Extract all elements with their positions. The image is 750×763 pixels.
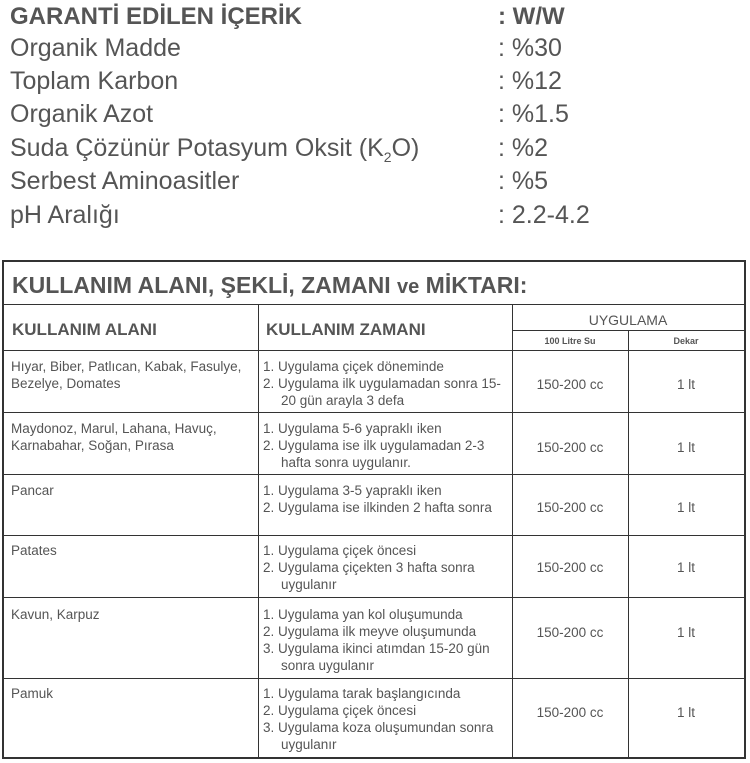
area-cell: Pamuk [11, 686, 54, 701]
divider [628, 330, 629, 759]
water-dose: 150-200 cc [536, 560, 604, 575]
time-cell: 1. Uygulama tarak başlangıcında 2. Uygulama çiçek öncesi 3. Uygulama koza oluşumundan sonra uygulanır [263, 686, 494, 752]
time-cell: 1. Uygulama yan kol oluşumunda 2. Uygulama ilk meyve oluşumunda 3. Uygulama ikinci atımdan 15-20 gün sonra uygulanır [263, 607, 490, 673]
decare-dose: 1 lt [676, 377, 695, 392]
divider [4, 350, 744, 351]
area-cell: Kavun, Karpuz [11, 607, 100, 622]
spec-label: Organik Madde [10, 34, 181, 62]
water-dose: 150-200 cc [536, 500, 604, 515]
area-cell: Pancar [11, 483, 54, 498]
water-dose: 150-200 cc [536, 705, 604, 720]
spec-label: pH Aralığı [10, 201, 120, 229]
area-cell: Patates [11, 543, 57, 558]
col-header-time: KULLANIM ZAMANI [266, 320, 426, 339]
spec-label: Suda Çözünür Potasyum Oksit $(K_2O)$ [10, 134, 420, 165]
divider [258, 304, 259, 759]
decare-dose: 1 lt [676, 560, 695, 575]
spec-label: Toplam Karbon [10, 67, 179, 95]
water-dose: 150-200 cc [536, 377, 604, 392]
decare-dose: 1 lt [676, 500, 695, 515]
guaranteed-unit: : W/W [498, 3, 565, 30]
spec-value: : %12 [498, 67, 562, 95]
decare-dose: 1 lt [676, 625, 695, 640]
time-cell: 1. Uygulama 3-5 yapraklı iken 2. Uygulama ise ilkinden 2 hafta sonra [263, 483, 492, 515]
col-header-area: KULLANIM ALANI [12, 320, 157, 339]
guaranteed-heading: GARANTİ EDİLEN İÇERİK [10, 3, 303, 30]
decare-dose: 1 lt [676, 705, 695, 720]
divider [4, 412, 744, 413]
spec-value: : %2 [498, 134, 549, 162]
time-cell: 1. Uygulama çiçek öncesi 2. Uygulama çiçekten 3 hafta sonra uygulanır [263, 543, 475, 592]
divider [4, 304, 744, 305]
decare-dose: 1 lt [676, 440, 695, 455]
col-header-decare: Dekar [673, 336, 699, 346]
divider [4, 597, 744, 598]
col-header-application: UYGULAMA [588, 312, 668, 328]
time-cell: 1. Uygulama çiçek döneminde 2. Uygulama ilk uygulamadan sonra 15-20 gün arayla 3 defa [263, 359, 501, 408]
water-dose: 150-200 cc [536, 625, 604, 640]
spec-label: Organik Azot [10, 100, 154, 128]
spec-label: Serbest Aminoasitler [10, 167, 240, 195]
water-dose: 150-200 cc [536, 440, 604, 455]
spec-value: : %1.5 [498, 100, 569, 128]
spec-value: : %5 [498, 167, 549, 195]
area-cell: Maydonoz, Marul, Lahana, Havuç, Karnabahar, Soğan, Pırasa [11, 421, 217, 453]
divider [4, 678, 744, 679]
divider [4, 535, 744, 536]
divider [4, 474, 744, 475]
divider [512, 304, 513, 759]
usage-table [2, 260, 746, 759]
spec-value: : 2.2-4.2 [498, 201, 590, 229]
area-cell: Hıyar, Biber, Patlıcan, Kabak, Fasulye, Bezelye, Domates [11, 359, 242, 391]
spec-value: : %30 [498, 34, 562, 62]
time-cell: 1. Uygulama 5-6 yapraklı iken 2. Uygulama ise ilk uygulamadan 2-3 hafta sonra uygulanır. [263, 421, 485, 470]
usage-title: KULLANIM ALANI, ŞEKLİ, ZAMANI ve MİKTARI: [12, 272, 528, 298]
col-header-water: 100 Litre Su [544, 336, 596, 346]
